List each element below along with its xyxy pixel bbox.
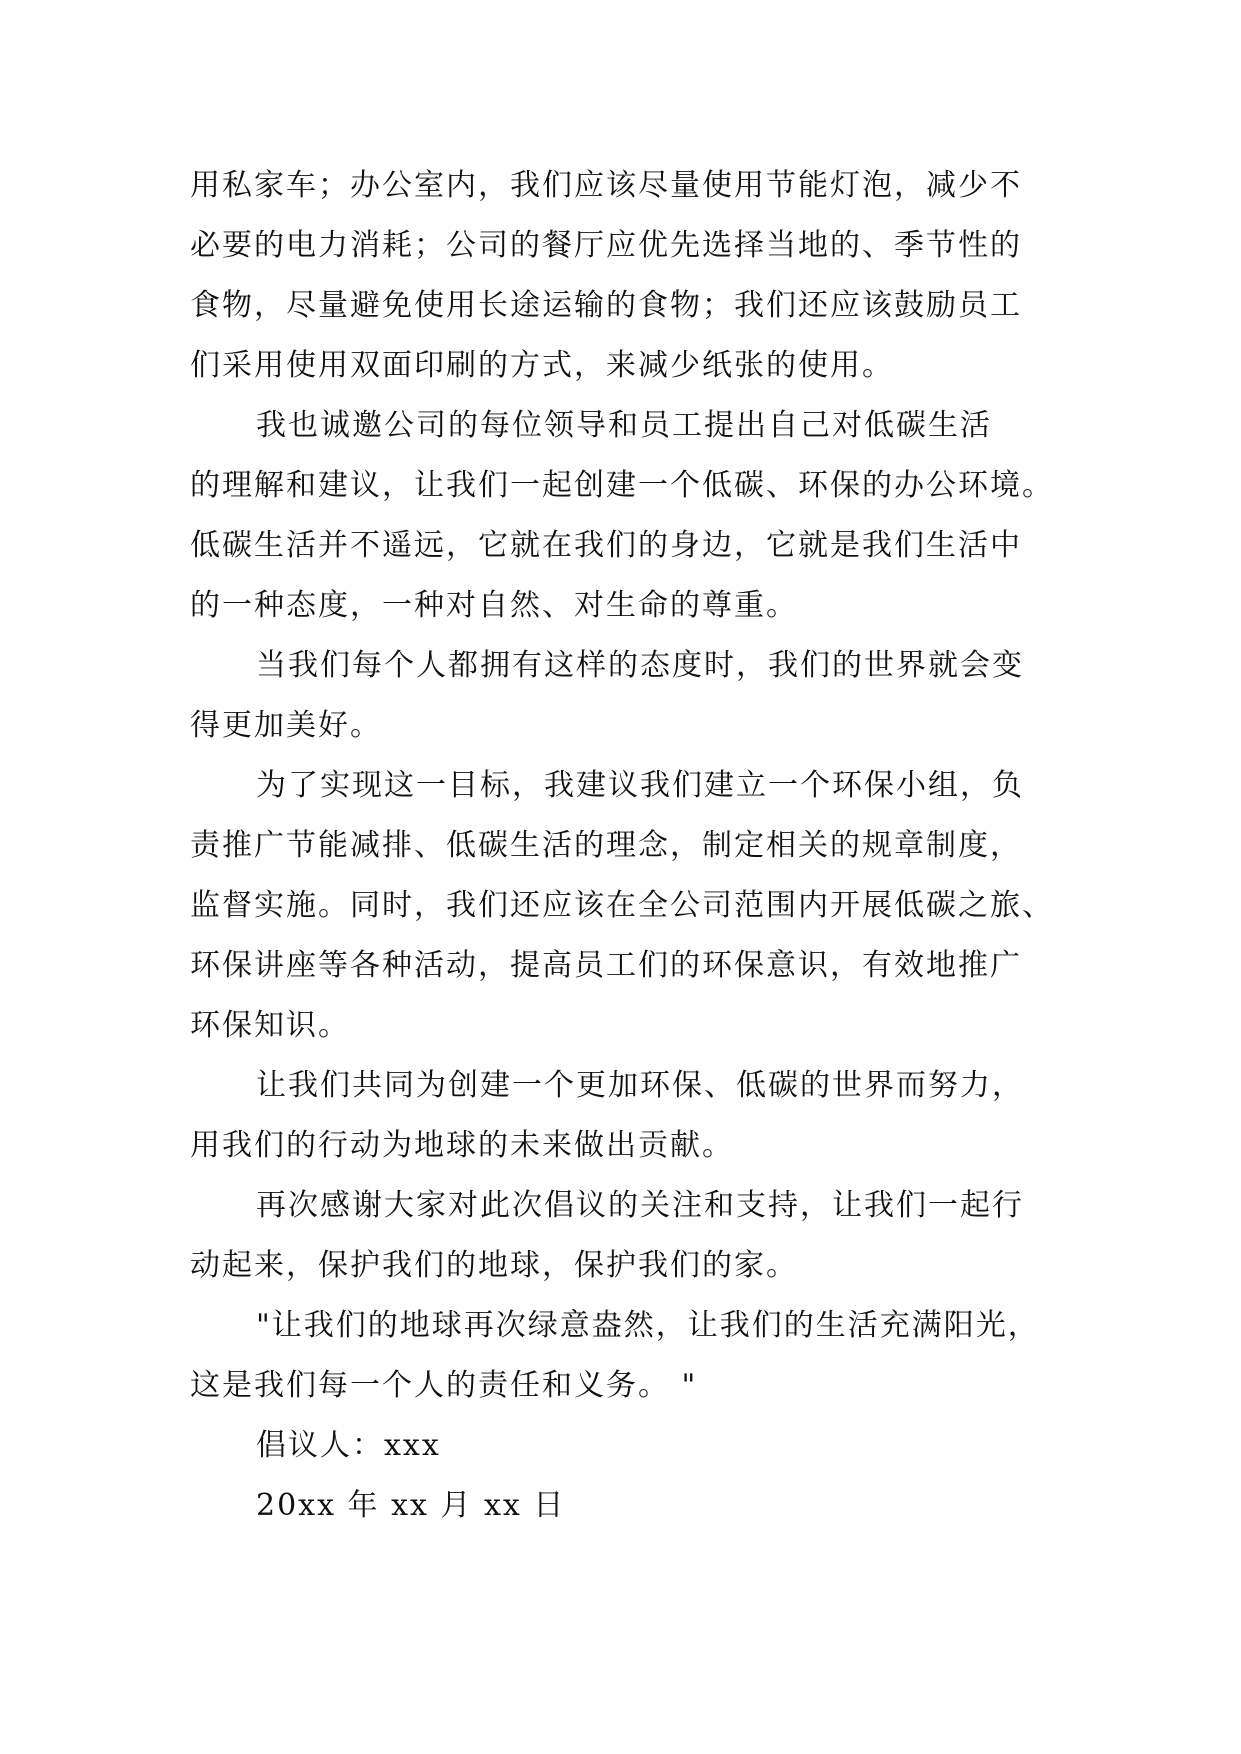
text-line: 的理解和建议，让我们一起创建一个低碳、环保的办公环境。 — [190, 468, 1054, 503]
text-line: 责推广节能减排、低碳生活的理念，制定相关的规章制度， — [190, 828, 1022, 863]
paragraph-first-line: 当我们每个人都拥有这样的态度时，我们的世界就会变 — [256, 648, 1024, 683]
text-line: 得更加美好。 — [190, 708, 382, 743]
date-line: 20xx 年 xx 月 xx 日 — [256, 1488, 566, 1523]
text-line: 环保知识。 — [190, 1008, 350, 1043]
text-line: 用我们的行动为地球的未来做出贡献。 — [190, 1128, 734, 1163]
paragraph-first-line: 让我们共同为创建一个更加环保、低碳的世界而努力， — [256, 1068, 1024, 1103]
text-line: 动起来，保护我们的地球，保护我们的家。 — [190, 1248, 798, 1283]
quote-first-line: "让我们的地球再次绿意盎然，让我们的生活充满阳光， — [256, 1308, 1040, 1343]
text-line: 们采用使用双面印刷的方式，来减少纸张的使用。 — [190, 348, 894, 383]
paragraph-first-line: 再次感谢大家对此次倡议的关注和支持，让我们一起行 — [256, 1188, 1024, 1223]
text-line: 低碳生活并不遥远，它就在我们的身边，它就是我们生活中 — [190, 528, 1022, 563]
text-line: 食物，尽量避免使用长途运输的食物；我们还应该鼓励员工 — [190, 288, 1022, 323]
text-line: 必要的电力消耗；公司的餐厅应优先选择当地的、季节性的 — [190, 228, 1022, 263]
text-line: 的一种态度，一种对自然、对生命的尊重。 — [190, 588, 798, 623]
text-line: 监督实施。同时，我们还应该在全公司范围内开展低碳之旅、 — [190, 888, 1054, 923]
text-line: 环保讲座等各种活动，提高员工们的环保意识，有效地推广 — [190, 948, 1022, 983]
paragraph-first-line: 我也诚邀公司的每位领导和员工提出自己对低碳生活 — [256, 408, 992, 443]
document-body — [190, 156, 1054, 1536]
text-line: 用私家车；办公室内，我们应该尽量使用节能灯泡，减少不 — [190, 168, 1022, 203]
quote-line: 这是我们每一个人的责任和义务。 " — [190, 1368, 698, 1403]
initiator-line: 倡议人：xxx — [256, 1428, 441, 1463]
paragraph-first-line: 为了实现这一目标，我建议我们建立一个环保小组，负 — [256, 768, 1024, 803]
